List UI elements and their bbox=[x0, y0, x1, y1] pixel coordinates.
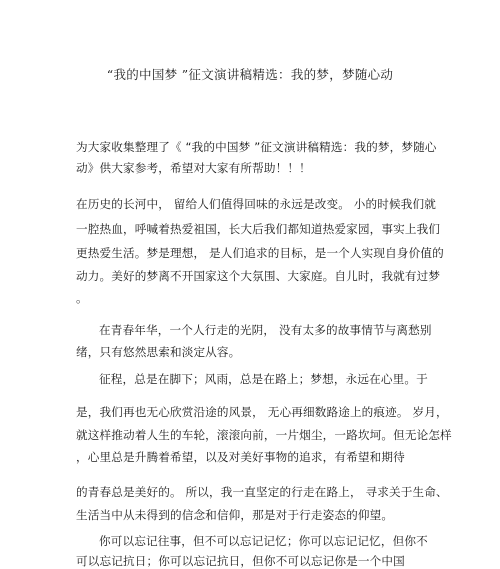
para2-line-2: 绪，只有悠然思索和淡定从容。 bbox=[76, 345, 241, 359]
para3-line-6: 生活当中从未得到的信念和信仰，那是对于行走姿态的仰望。 bbox=[76, 508, 394, 522]
para3-line-2: 是，我们再也无心欣赏沿途的风景， 无心再细数路途上的痕迹。 岁月， bbox=[76, 405, 448, 419]
para3-line-4: ，心里总是升腾着希望，以及对美好事物的追求，有希望和期待 bbox=[76, 450, 405, 464]
para1-line-4: 动力。美好的梦离不开国家这个大氛围、大家庭。自儿时，我就有过梦 bbox=[76, 269, 441, 283]
para1-line-5: 。 bbox=[76, 291, 88, 305]
intro-line-1: 为大家收集整理了《 “我的中国梦 ”征文演讲稿精选：我的梦，梦随心 bbox=[76, 140, 437, 154]
para1-line-3: 更热爱生活。梦是理想， 是人们追求的目标，是一个人实现自身价值的 bbox=[76, 246, 444, 260]
para3-line-5: 的青春总是美好的。 所以，我一直坚定的行走在路上， 寻求关于生命、 bbox=[76, 485, 448, 499]
para1-line-2: 一腔热血，呼喊着热爱祖国，长大后我们都知道热爱家园，事实上我们 bbox=[76, 222, 441, 236]
para4-line-2: 可以忘记抗日；你可以忘记抗日，但你不可以忘记你是一个中国 bbox=[76, 554, 405, 568]
para4-line-1: 你可以忘记往事，但不可以忘记记忆；你可以忘记记忆，但你不 bbox=[99, 534, 428, 548]
para1-line-1: 在历史的长河中， 留给人们值得回味的永远是改变。 小的时候我们就 bbox=[76, 197, 436, 211]
para3-line-1: 征程，总是在脚下；风雨，总是在路上；梦想，永远在心里。于 bbox=[99, 372, 428, 386]
intro-line-2: 动》供大家参考，希望对大家有所帮助！！！ bbox=[76, 161, 311, 175]
para3-line-3: 就这样推动着人生的车轮，滚滚向前，一片烟尘，一路坎坷。但无论怎样 bbox=[76, 428, 452, 442]
document-title: “我的中国梦 ”征文演讲稿精选：我的梦，梦随心动 bbox=[106, 67, 394, 82]
para2-line-1: 在青春年华，一个人行走的光阴， 没有太多的故事情节与离愁别 bbox=[99, 323, 432, 337]
